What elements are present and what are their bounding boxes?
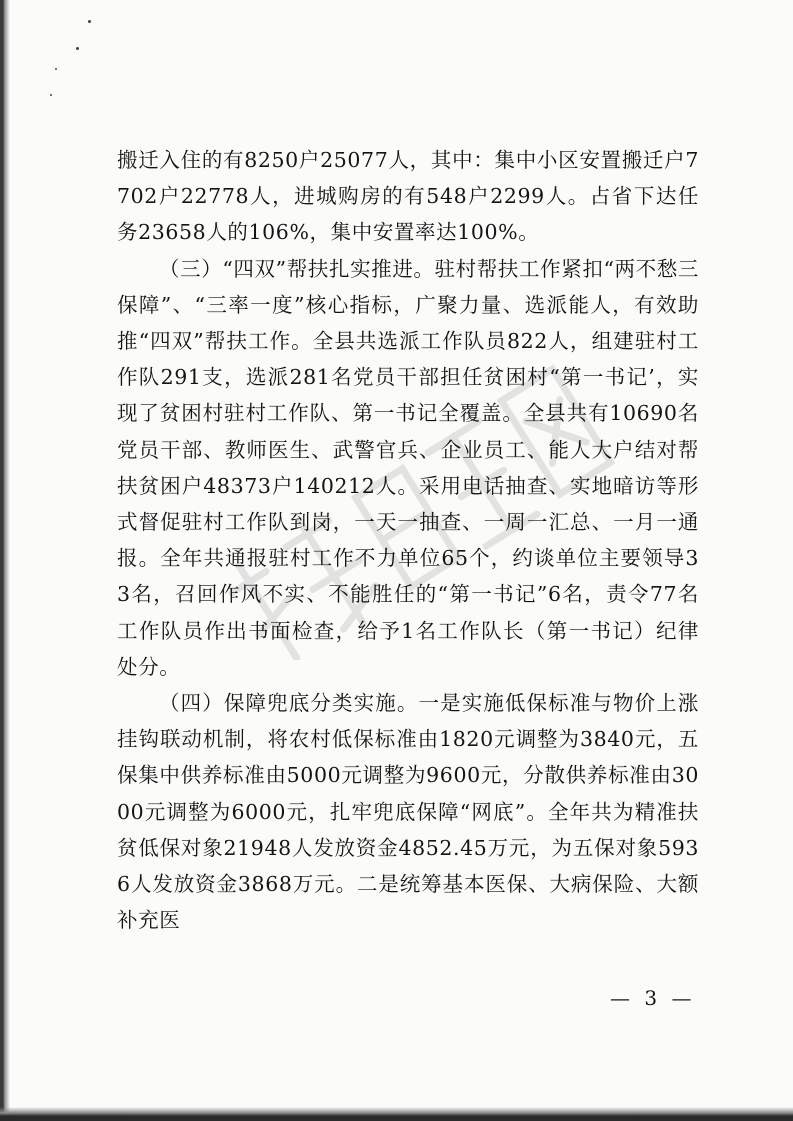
scan-border-bottom: [0, 1107, 793, 1121]
section-heading: （三）“四双”帮扶扎实推进。: [159, 256, 435, 281]
scan-speck: [55, 68, 57, 70]
paragraph-four-double-assistance: [117, 251, 699, 685]
scan-speck: [76, 47, 79, 50]
document-body: [117, 142, 699, 938]
paragraph-social-security: [117, 685, 699, 938]
scan-speck: [50, 94, 52, 96]
paragraph-text: 搬迁入住的有8250户25077人，其中：集中小区安置搬迁户7702户22778人，进城购房的有548户2299人。占省下达任务23658人的106%，集中安置率达100%。: [117, 148, 699, 245]
scan-speck: [88, 20, 91, 23]
section-heading: （四）保障兜底分类实施。: [159, 691, 419, 716]
paragraph-text: 一是实施低保标准与物价上涨挂钩联动机制，将农村低保标准由1820元调整为3840元，五保集中供养标准由5000元调整为9600元，分散供养标准由3000元调整为6000元，扎牢兜底保障“网底”。全年共为精准扶贫低保对象21948人发放资金4852.45万元，为五保对象5936人发放资金3868万元。二是统筹基本医保、大病保险、大额补充医: [117, 691, 699, 933]
paragraph-relocation: [117, 142, 699, 251]
scan-border-left: [0, 0, 10, 1121]
paragraph-text: 驻村帮扶工作紧扣“两不愁三保障”、“三率一度”核心指标，广聚力量、选派能人，有效助推“四双”帮扶工作。全县共选派工作队员822人，组建驻村工作队291支，选派281名党员干部担任贫困村“第一书记’，实现了贫困村驻村工作队、第一书记全覆盖。全县共有10690名党员干部、教师医生、武警官兵、企业员工、能人大户结对帮扶贫困户48373户140212人。采用电话抽查、实地暗访等形式督促驻村工作队到岗，一天一抽查、一周一汇总、一月一通报。全年共通报驻村工作不力单位65个，约谈单位主要领导33名，召回作风不实、不能胜任的“第一书记”6名，责令77名工作队员作出书面检查，给予1名工作队长（第一书记）纪律处分。: [117, 256, 699, 679]
page-number: — 3 —: [610, 986, 696, 1010]
